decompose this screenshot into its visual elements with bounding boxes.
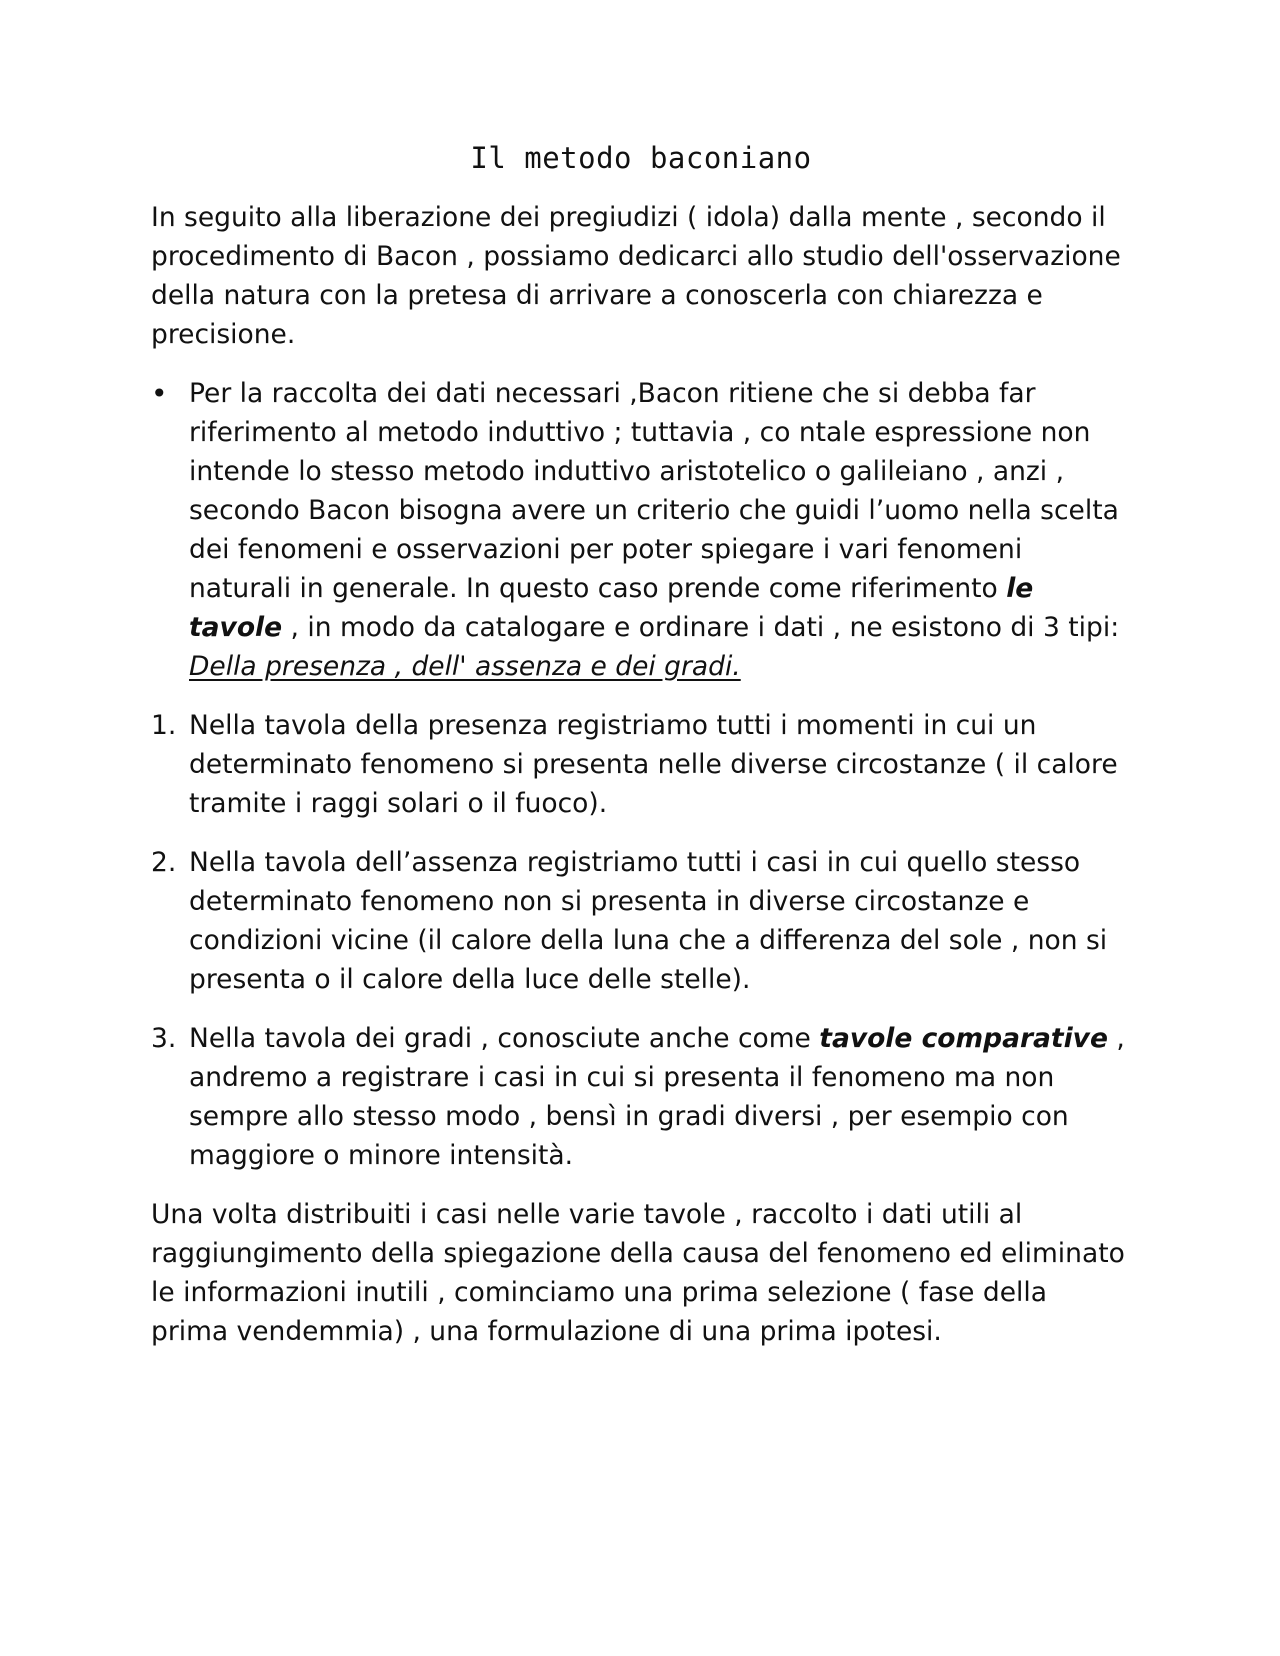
conclusion-paragraph: Una volta distribuiti i casi nelle varie tavole , raccolto i dati utili al raggiungimento della spiegazione della causa del fenomeno ed eliminato le informazioni inutili , cominciamo una prima selezione ( fase della prima vendemmia) , una formulazione di una prima ipotesi. [151,1198,1125,1347]
bullet-item [151,374,1131,686]
list-text-2: Nella tavola dell’assenza registriamo tutti i casi in cui quello stesso determinato fenomeno non si presenta in diverse circostanze e condizioni vicine (il calore della luna che a differenza del sole , non si presenta o il calore della luce delle stelle). [189,846,1108,995]
list-text-3-before: Nella tavola dei gradi , conosciute anche come [189,1022,820,1054]
list-marker-2: 2. [151,846,177,878]
list-text-3 [189,1023,1125,1171]
bullet-emphasis: le tavole [189,572,1034,643]
list-item-1 [151,706,1131,823]
bullet-text-middle: , in modo da catalogare e ordinare i dati , ne esistono di 3 tipi: [282,611,1120,643]
bullet-underlined: Della presenza , dell' assenza e dei gradi. [189,650,741,682]
bullet-marker: • [151,376,168,410]
document-page [151,140,1131,1371]
bullet-text-before: Per la raccolta dei dati necessari ,Bacon ritiene che si debba far riferimento al metodo induttivo ; tuttavia , co ntale espressione non intende lo stesso metodo induttivo aristotelico o galileiano , anzi , secondo Bacon bisogna avere un criterio che guidi l’uomo nella scelta dei fenomeni e osservazioni per poter spiegare i vari fenomeni naturali in generale. In questo caso prende come riferimento [189,377,1119,604]
list-text-3-emphasis: tavole comparative [819,1022,1108,1054]
list-text-1: Nella tavola della presenza registriamo tutti i momenti in cui un determinato fenomeno si presenta nelle diverse circostanze ( il calore tramite i raggi solari o il fuoco). [189,709,1118,819]
list-text-3-after: , andremo a registrare i casi in cui si presenta il fenomeno ma non sempre allo stesso modo , bensì in gradi diversi , per esempio con maggiore o minore intensità. [189,1022,1125,1171]
list-item-2 [151,843,1131,999]
bullet-text [189,378,1119,682]
list-marker-1: 1. [151,709,177,741]
list-item-3 [151,1019,1131,1175]
intro-paragraph: In seguito alla liberazione dei pregiudizi ( idola) dalla mente , secondo il procedimento di Bacon , possiamo dedicarci allo studio dell'osservazione della natura con la pretesa di arrivare a conoscerla con chiarezza e precisione. [151,201,1121,350]
list-marker-3: 3. [151,1022,177,1054]
document-title: Il metodo baconiano [470,141,812,175]
